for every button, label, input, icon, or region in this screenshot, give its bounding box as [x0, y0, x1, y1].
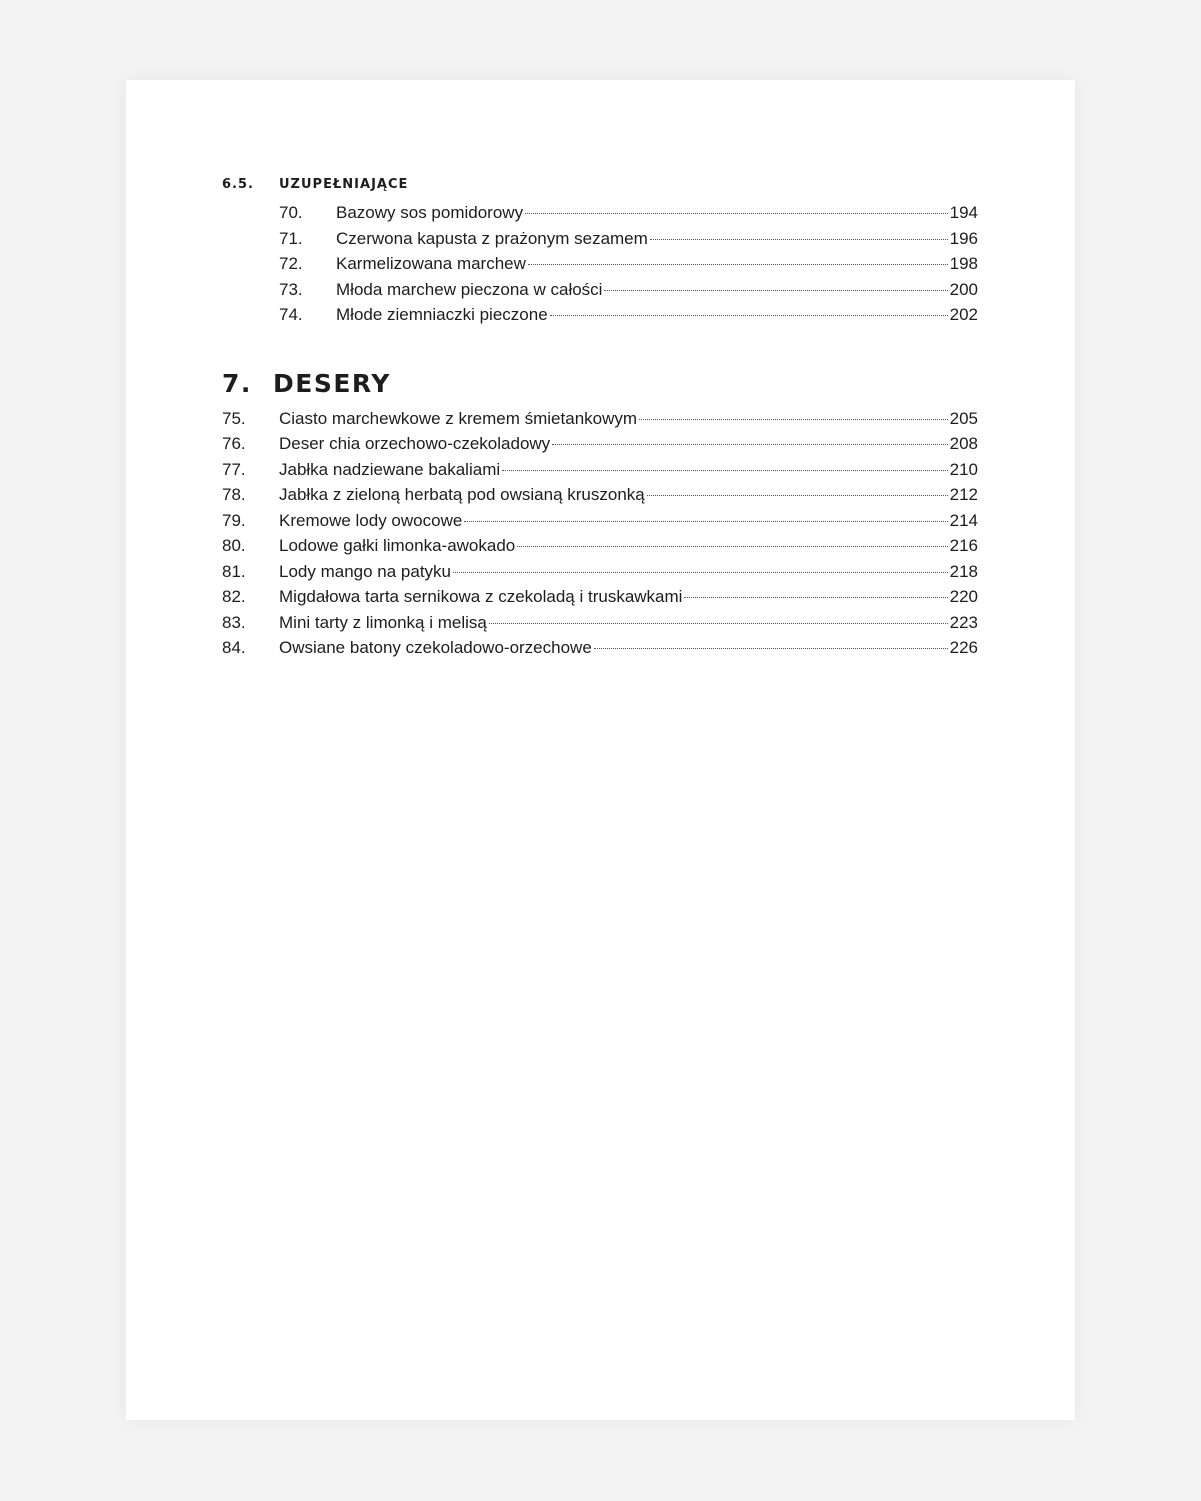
entry-title: Młode ziemniaczki pieczone — [336, 305, 548, 324]
table-of-contents — [222, 174, 978, 661]
entry-title: Młoda marchew pieczona w całości — [336, 279, 603, 299]
entry-page: 198 — [949, 254, 978, 273]
entry-title: Mini tarty z limonką i melisą — [279, 612, 487, 632]
entry-title: Karmelizowana marchew — [336, 254, 526, 273]
entry-title: Lodowe gałki limonka-awokado — [279, 536, 516, 555]
entry-number: 77. — [222, 459, 246, 479]
entry-page: 208 — [949, 434, 978, 453]
entry-title: Migdałowa tarta sernikowa z czekoladą i truskawkami — [279, 587, 683, 606]
entry-page: 216 — [949, 536, 978, 555]
entry-number: 79. — [222, 510, 246, 530]
dot-leader — [517, 546, 947, 547]
dot-leader — [464, 521, 947, 522]
dot-leader — [453, 572, 948, 573]
dot-leader — [647, 495, 948, 496]
toc-entry[interactable] — [222, 302, 978, 328]
toc-entry[interactable] — [222, 200, 978, 226]
entry-page: 205 — [949, 408, 978, 428]
entry-page: 202 — [949, 305, 978, 324]
entry-page: 218 — [949, 561, 978, 581]
toc-entry[interactable] — [222, 559, 978, 585]
entry-title: Lody mango na patyku — [279, 561, 452, 581]
entry-title: Bazowy sos pomidorowy — [336, 203, 524, 222]
entry-title: Jabłka nadziewane bakaliami — [279, 459, 501, 479]
toc-entry[interactable] — [222, 482, 978, 508]
entry-number: 84. — [222, 638, 246, 657]
entry-number: 76. — [222, 434, 246, 453]
dot-leader — [525, 213, 948, 214]
entry-title: Deser chia orzechowo-czekoladowy — [279, 434, 551, 453]
toc-entry[interactable] — [222, 584, 978, 610]
entry-number: 70. — [279, 203, 303, 222]
dot-leader — [604, 290, 947, 291]
toc-entry[interactable] — [222, 251, 978, 277]
entry-number: 80. — [222, 536, 246, 555]
entry-title: Kremowe lody owocowe — [279, 510, 463, 530]
entry-number: 78. — [222, 485, 246, 504]
toc-entry[interactable] — [222, 508, 978, 534]
entry-page: 210 — [949, 459, 978, 479]
entry-page: 194 — [949, 203, 978, 222]
toc-entry[interactable] — [222, 406, 978, 432]
entry-title: Jabłka z zieloną herbatą pod owsianą kruszonką — [279, 485, 645, 504]
dot-leader — [684, 597, 947, 598]
dot-leader — [650, 239, 948, 240]
entry-title: Owsiane batony czekoladowo-orzechowe — [279, 638, 592, 657]
toc-entry[interactable] — [222, 635, 978, 661]
entry-number: 71. — [279, 228, 303, 248]
toc-entry[interactable] — [222, 533, 978, 559]
subsection-entries — [222, 200, 978, 328]
dot-leader — [552, 444, 947, 445]
entry-number: 75. — [222, 408, 246, 428]
entry-page: 226 — [949, 638, 978, 657]
toc-entry[interactable] — [222, 610, 978, 636]
dot-leader — [594, 648, 948, 649]
entry-number: 74. — [279, 305, 303, 324]
dot-leader — [528, 264, 948, 265]
entry-number: 82. — [222, 587, 246, 606]
entry-number: 72. — [279, 254, 303, 273]
entry-number: 83. — [222, 612, 246, 632]
entry-title: Ciasto marchewkowe z kremem śmietankowym — [279, 408, 638, 428]
dot-leader — [489, 623, 948, 624]
toc-entry[interactable] — [222, 431, 978, 457]
entry-number: 81. — [222, 561, 246, 581]
subsection-title: UZUPEŁNIAJĄCE — [279, 176, 409, 192]
dot-leader — [639, 419, 948, 420]
subsection-heading — [222, 174, 978, 194]
toc-entry[interactable] — [222, 277, 978, 303]
entry-title: Czerwona kapusta z prażonym sezamem — [336, 228, 648, 248]
dot-leader — [502, 470, 947, 471]
document-page — [126, 80, 1075, 1420]
entry-page: 200 — [949, 279, 978, 299]
toc-entry[interactable] — [222, 457, 978, 483]
entry-page: 220 — [949, 587, 978, 606]
section-entries — [222, 406, 978, 661]
section-heading — [222, 364, 978, 404]
subsection-number: 6.5. — [222, 176, 254, 192]
entry-page: 196 — [949, 228, 978, 248]
entry-page: 223 — [949, 612, 978, 632]
section-number: 7. — [222, 369, 252, 398]
section-title: DESERY — [273, 369, 391, 398]
entry-page: 212 — [949, 485, 978, 504]
entry-number: 73. — [279, 279, 303, 299]
dot-leader — [550, 315, 948, 316]
toc-entry[interactable] — [222, 226, 978, 252]
entry-page: 214 — [949, 510, 978, 530]
